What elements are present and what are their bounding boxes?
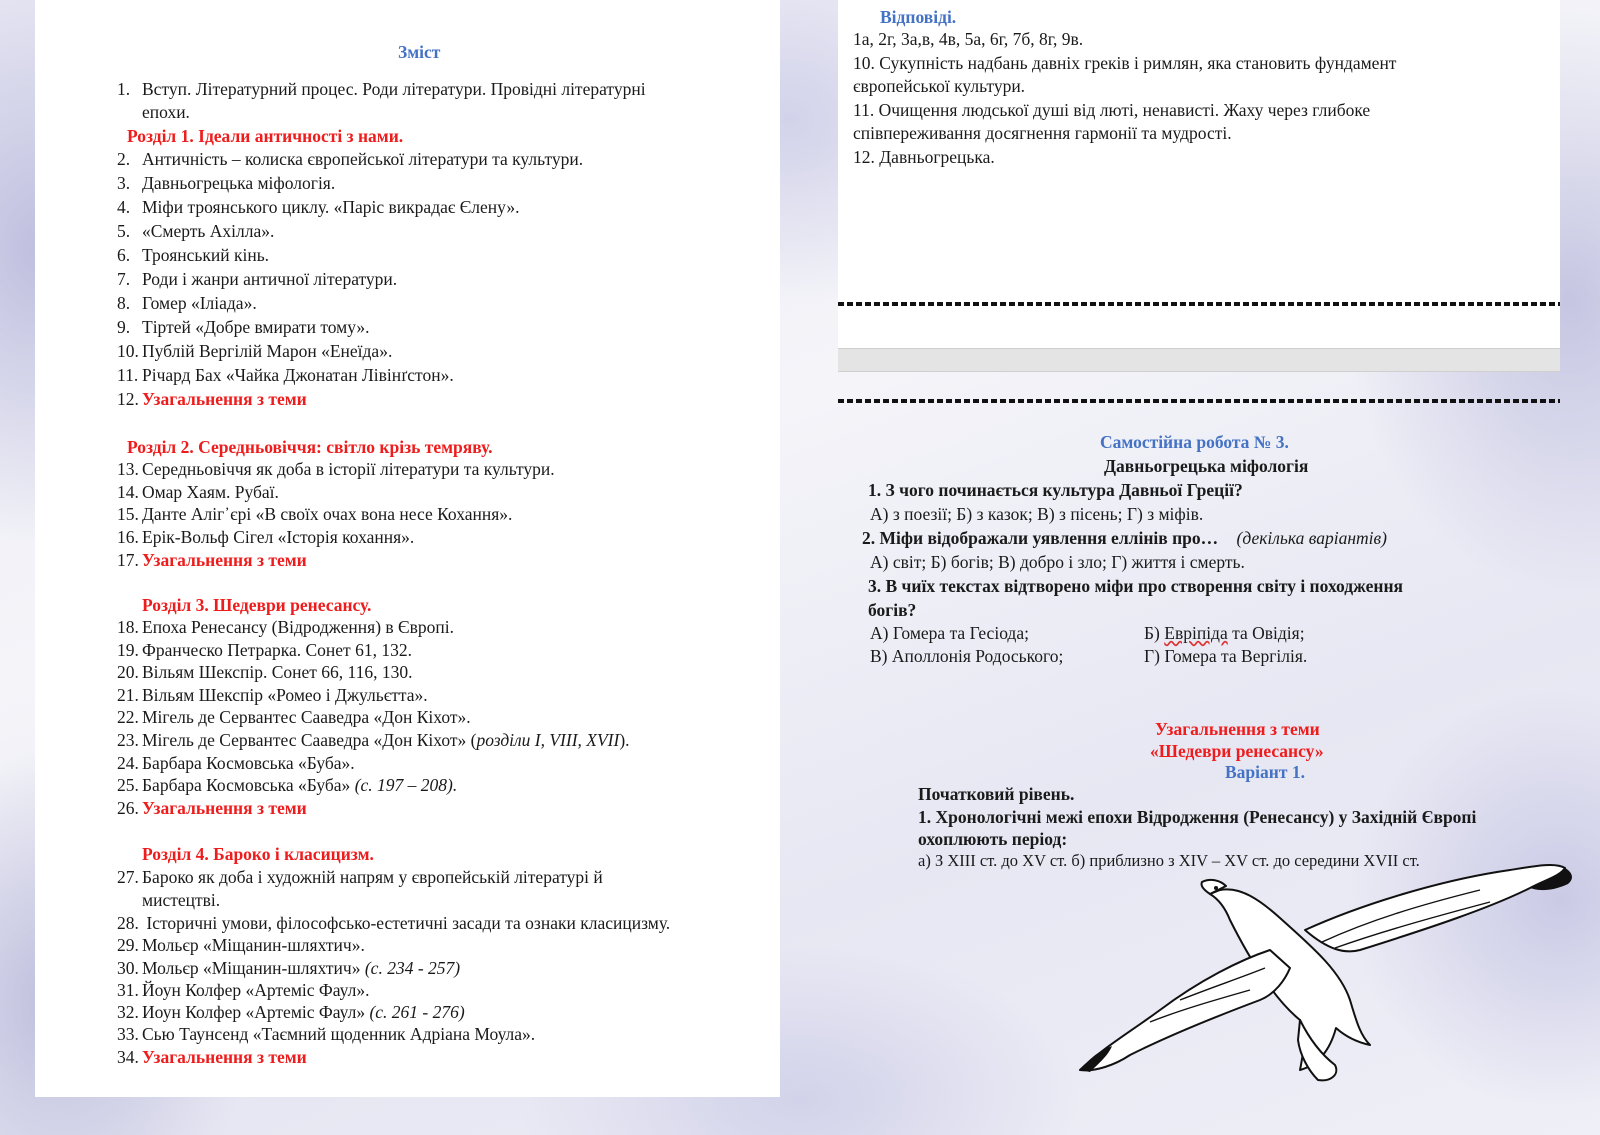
toc-item <box>117 912 670 934</box>
toc-item-text: Річард Бах «Чайка Джонатан Лівінґстон». <box>142 365 454 385</box>
work-question-2-line <box>862 527 1387 549</box>
toc-item-text: Иоун Колфер «Артеміс Фаул» <box>142 1002 370 1022</box>
toc-item <box>117 1046 307 1068</box>
toc-item-number: 25. <box>117 775 139 795</box>
toc-item <box>117 526 414 548</box>
toc-item <box>117 148 583 170</box>
page-gap <box>838 348 1560 372</box>
toc-item-text: Вільям Шекспір «Ромео і Джульєтта». <box>142 685 428 705</box>
seagull-illustration <box>1060 850 1580 1090</box>
toc-item <box>117 639 412 661</box>
toc-item <box>117 1023 535 1045</box>
work-subtitle: Давньогрецька міфологія <box>1104 456 1309 476</box>
toc-item <box>117 934 365 956</box>
toc-item-text: Гомер «Іліада». <box>142 293 257 313</box>
answers-line-11a: 11. Очищення людської душі від люті, ненависті. Жаху через глибоке <box>853 100 1371 120</box>
toc-item-number: 21. <box>117 685 139 705</box>
toc-item-pages: (с. 234 - 257) <box>364 958 461 978</box>
toc-item-number: 24. <box>117 753 139 773</box>
toc-item-pages: розділи І, VIII, XVII <box>476 730 620 750</box>
toc-item-number: 19. <box>117 640 139 660</box>
toc-item <box>117 752 355 774</box>
toc-summary-label: Узагальнення з теми <box>142 389 307 409</box>
toc-item <box>117 503 512 525</box>
toc-item-text: Сью Таунсенд «Таємний щоденник Адріана Моула». <box>142 1024 536 1044</box>
work-question-2-note: (декілька варіантів) <box>1236 528 1387 548</box>
toc-item-number: 31. <box>117 980 139 1000</box>
toc-item <box>117 616 454 638</box>
toc-item-number: 27. <box>117 867 139 887</box>
toc-item-number: 11. <box>117 365 139 385</box>
work-question-3a: 3. В чиїх текстах відтворено міфи про створення світу і походження <box>868 576 1403 596</box>
work-question-1: 1. З чого починається культура Давньої Греції? <box>868 480 1243 500</box>
toc-item-text: Мольєр «Міщанин-шляхтич». <box>142 935 365 955</box>
toc-item-number: 23. <box>117 730 139 750</box>
toc-item <box>117 706 471 728</box>
summary-question-1b: охоплюють період: <box>918 829 1068 849</box>
work-title: Самостійна робота № 3. <box>1100 432 1289 452</box>
answers-line-11b: співпереживання досягнення гармонії та мудрості. <box>853 123 1232 143</box>
toc-item-text: Античність – колиска європейської літератури та культури. <box>142 149 584 169</box>
toc-item-pages: (с. 197 – 208). <box>354 775 458 795</box>
toc-item <box>117 481 279 503</box>
toc-item <box>117 388 307 410</box>
toc-item-text: Данте Аліг᾽єрі «В своїх очах вона несе Кохання». <box>142 504 513 524</box>
answers-line-10b: європейської культури. <box>853 76 1026 96</box>
toc-item-number: 26. <box>117 798 139 818</box>
toc-section-heading: Розділ 2. Середньовіччя: світло крізь темряву. <box>127 437 493 457</box>
toc-item-number: 28. <box>117 913 139 933</box>
summary-variant: Варіант 1. <box>1225 762 1305 782</box>
toc-item-number: 1. <box>117 79 131 99</box>
toc-item <box>117 268 397 290</box>
toc-item-text: Мольєр «Міщанин-шляхтич» <box>142 958 365 978</box>
toc-item-number: 12. <box>117 389 139 409</box>
toc-item-text: Епоха Ренесансу (Відродження) в Європі. <box>142 617 454 637</box>
toc-item-number: 9. <box>117 317 131 337</box>
toc-item-number: 3. <box>117 173 131 193</box>
toc-item-text: Роди і жанри античної літератури. <box>142 269 398 289</box>
summary-level: Початковий рівень. <box>918 784 1075 804</box>
toc-item <box>117 729 630 751</box>
toc-item-number: 18. <box>117 617 139 637</box>
dashed-cut-line-top <box>838 302 1560 306</box>
toc-item <box>117 1001 465 1023</box>
toc-item-number: 4. <box>117 197 131 217</box>
toc-item-text: Середньовіччя як доба в історії літератури та культури. <box>142 459 555 479</box>
toc-item-text: Бароко як доба і художній напрям у європейській літературі й <box>142 867 603 887</box>
toc-item-text: Давньогрецька міфологія. <box>142 173 336 193</box>
toc-summary-label: Узагальнення з теми <box>142 1047 307 1067</box>
toc-item-number: 8. <box>117 293 131 313</box>
toc-item-text: Вступ. Літературний процес. Роди літератури. Провідні літературні <box>142 79 646 99</box>
work-question-1-options: А) з поезії; Б) з казок; В) з пісень; Г) з міфів. <box>870 504 1204 524</box>
toc-item-text: Франческо Петрарка. Сонет 61, 132. <box>142 640 412 660</box>
summary-question-1a: 1. Хронологічні межі епохи Відродження (Ренесансу) у Західній Європі <box>918 807 1477 827</box>
toc-item-number: 20. <box>117 662 139 682</box>
toc-item <box>117 661 413 683</box>
answers-line-1: 1а, 2г, 3а,в, 4в, 5а, 6г, 7б, 8г, 9в. <box>853 29 1084 49</box>
toc-item-text: Омар Хаям. Рубаї. <box>142 482 279 502</box>
toc-item <box>117 340 392 362</box>
work-question-3-option-b: Б) Евріпіда та Овідія; <box>1144 623 1305 643</box>
dashed-cut-line-bottom <box>838 399 1560 403</box>
summary-title-2: «Шедеври ренесансу» <box>1150 741 1324 761</box>
toc-item-number: 7. <box>117 269 131 289</box>
toc-item-text: Мігель де Сервантес Сааведра «Дон Кіхот» ( <box>142 730 477 750</box>
toc-item-number: 22. <box>117 707 139 727</box>
toc-item <box>117 866 603 888</box>
toc-summary-label: Узагальнення з теми <box>142 798 307 818</box>
toc-item <box>117 684 428 706</box>
toc-item-text: Вільям Шекспір. Сонет 66, 116, 130. <box>142 662 413 682</box>
answers-line-12: 12. Давньогрецька. <box>853 147 995 167</box>
toc-item-text: «Смерть Ахілла». <box>142 221 275 241</box>
toc-item <box>117 196 519 218</box>
toc-item-number: 30. <box>117 958 139 978</box>
toc-summary-label: Узагальнення з теми <box>142 550 307 570</box>
toc-item <box>117 797 307 819</box>
toc-item <box>117 458 555 480</box>
toc-item-number: 16. <box>117 527 139 547</box>
toc-item <box>117 292 257 314</box>
toc-item-text: Йоун Колфер «Артеміс Фаул». <box>142 980 370 1000</box>
toc-item-number: 34. <box>117 1047 139 1067</box>
toc-item <box>117 957 460 979</box>
toc-item-continuation: епохи. <box>142 102 190 122</box>
toc-item-text: Троянський кінь. <box>142 245 270 265</box>
toc-item-continuation: мистецтві. <box>142 890 221 910</box>
toc-title: Зміст <box>398 42 441 62</box>
toc-item-number: 13. <box>117 459 139 479</box>
work-question-3-option-c: В) Аполлонія Родоського; <box>870 646 1064 666</box>
toc-section-heading: Розділ 4. Бароко і класицизм. <box>142 844 374 864</box>
toc-item-text: Публій Вергілій Марон «Енеїда». <box>142 341 393 361</box>
toc-item-number: 17. <box>117 550 139 570</box>
toc-item <box>117 549 307 571</box>
toc-item <box>117 774 457 796</box>
answers-line-10a: 10. Сукупність надбань давніх греків і римлян, яка становить фундамент <box>853 53 1397 73</box>
answers-title: Відповіді. <box>880 7 957 27</box>
toc-item <box>117 316 370 338</box>
toc-item-number: 29. <box>117 935 139 955</box>
toc-item-text: Мігель де Сервантес Сааведра «Дон Кіхот». <box>142 707 471 727</box>
summary-title-1: Узагальнення з теми <box>1155 719 1320 739</box>
toc-item <box>117 78 646 100</box>
toc-item-suffix: ). <box>619 730 630 750</box>
toc-item-number: 15. <box>117 504 139 524</box>
toc-item-number: 32. <box>117 1002 139 1022</box>
work-question-3-option-d: Г) Гомера та Вергілія. <box>1144 646 1308 666</box>
toc-item-text: Барбара Космовська «Буба». <box>142 753 355 773</box>
work-question-2-options: А) світ; Б) богів; В) добро і зло; Г) життя і смерть. <box>870 552 1245 572</box>
toc-item-text: Історичні умови, філософсько-естетичні засади та ознаки класицизму. <box>142 913 671 933</box>
toc-item <box>117 244 269 266</box>
toc-item <box>117 220 274 242</box>
toc-item <box>117 172 335 194</box>
work-question-3-option-a: А) Гомера та Гесіода; <box>870 623 1029 643</box>
toc-item-text: Барбара Космовська «Буба» <box>142 775 355 795</box>
work-question-3b: богів? <box>868 600 917 620</box>
toc-item-text: Міфи троянського циклу. «Паріс викрадає Єлену». <box>142 197 520 217</box>
toc-item-text: Ерік-Вольф Сігел «Історія кохання». <box>142 527 415 547</box>
toc-item-number: 33. <box>117 1024 139 1044</box>
toc-section-heading: Розділ 3. Шедеври ренесансу. <box>142 595 372 615</box>
toc-item-number: 2. <box>117 149 131 169</box>
toc-section-heading: Розділ 1. Ідеали античності з нами. <box>127 126 404 146</box>
toc-item <box>117 979 369 1001</box>
toc-item-pages: (с. 261 - 276) <box>369 1002 465 1022</box>
toc-item <box>117 364 454 386</box>
toc-item-text: Тіртей «Добре вмирати тому». <box>142 317 370 337</box>
toc-item-number: 6. <box>117 245 131 265</box>
toc-item-number: 14. <box>117 482 139 502</box>
misspelled-word: Евріпіда <box>1164 623 1228 643</box>
summary-question-1-options: а) З XIII ст. до XV ст. б) приблизно з XIV – XV ст. до середини XVII ст. <box>918 851 1420 870</box>
toc-item-number: 5. <box>117 221 131 241</box>
work-question-2: 2. Міфи відображали уявлення еллінів про… <box>862 528 1219 548</box>
toc-item-number: 10. <box>117 341 139 361</box>
